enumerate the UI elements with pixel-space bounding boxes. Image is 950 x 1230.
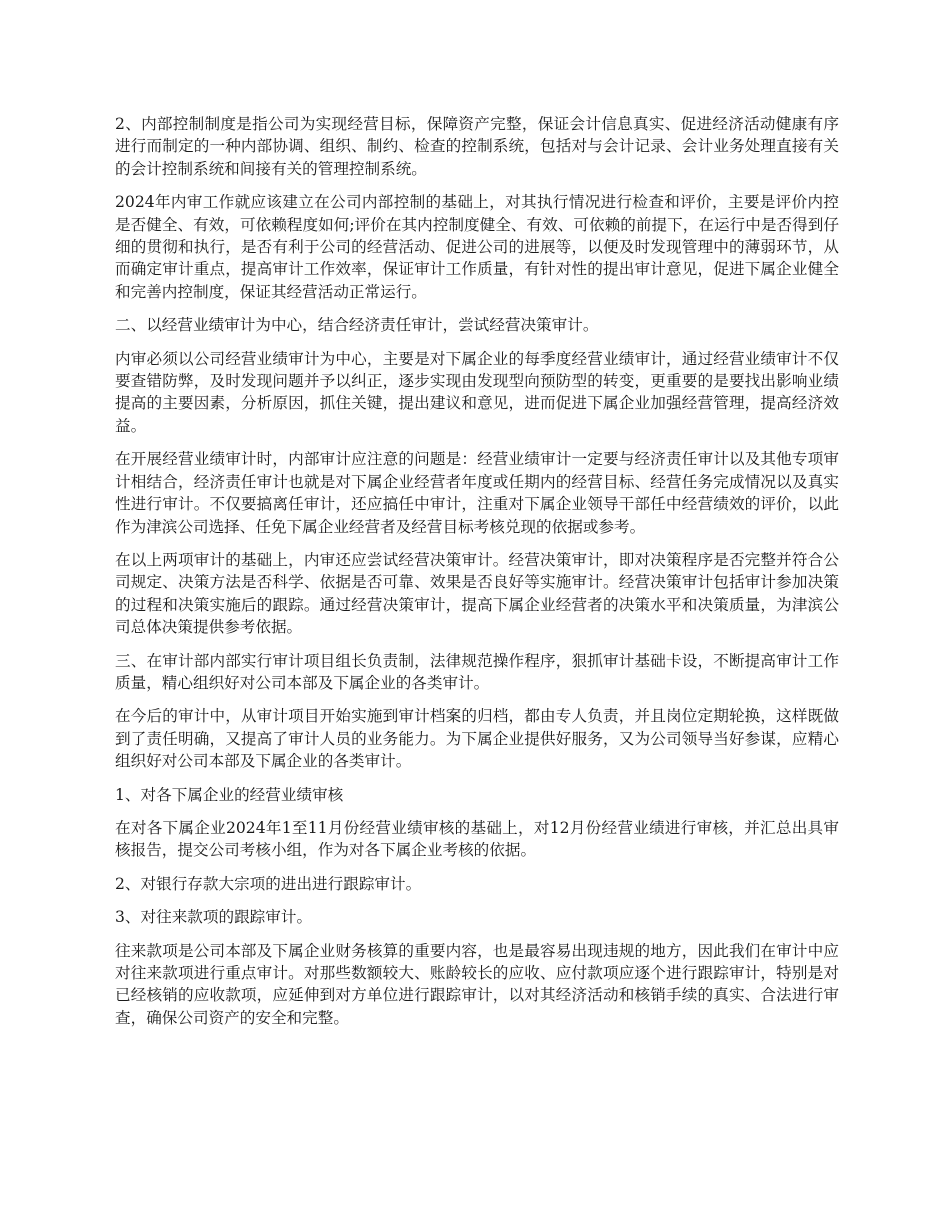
subsection-heading: 1、对各下属企业的经营业绩审核 bbox=[115, 785, 344, 804]
paragraph: 2、内部控制制度是指公司为实现经营目标，保障资产完整，保证会计信息真实、促进经济活动健康有序进行而制定的一种内部协调、组织、制约、检查的控制系统，包括对与会计记录、会计业务处理直接有关的会计控制系统和间接有关的管理控制系统。 bbox=[115, 115, 839, 178]
paragraph: 2024年内审工作就应该建立在公司内部控制的基础上，对其执行情况进行检查和评价，主要是评价内控是否健全、有效，可依赖程度如何;评价在其内控制度健全、有效、可依赖的前提下，在运行中是否得到仔细的贯彻和执行，是否有利于公司的经营活动、促进公司的进展等，以便及时发现管理中的薄弱环节，从而确定审计重点，提高审计工作效率，保证审计工作质量，有针对性的提出审计意见，促进下属企业健全和完善内控制度，保证其经营活动正常运行。 bbox=[115, 193, 839, 301]
subsection-heading: 2、对银行存款大宗项的进出进行跟踪审计。 bbox=[115, 874, 422, 893]
paragraph: 在以上两项审计的基础上，内审还应尝试经营决策审计。经营决策审计，即对决策程序是否完整并符合公司规定、决策方法是否科学、依据是否可靠、效果是否良好等实施审计。经营决策审计包括审计参加决策的过程和决策实施后的跟踪。通过经营决策审计，提高下属企业经营者的决策水平和决策质量，为津滨公司总体决策提供参考依据。 bbox=[115, 550, 839, 637]
paragraph: 往来款项是公司本部及下属企业财务核算的重要内容，也是最容易出现违规的地方，因此我们在审计中应对往来款项进行重点审计。对那些数额较大、账龄较长的应收、应付款项应逐个进行跟踪审计，特别是对已经核销的应收款项，应延伸到对方单位进行跟踪审计，以对其经济活动和核销手续的真实、合法进行审查，确保公司资产的安全和完整。 bbox=[115, 941, 839, 1027]
document-body bbox=[115, 113, 839, 1040]
paragraph: 在今后的审计中，从审计项目开始实施到审计档案的归档，都由专人负责，并且岗位定期轮换，这样既做到了责任明确，又提高了审计人员的业务能力。为下属企业提供好服务，又为公司领导当好参谋，应精心组织好对公司本部及下属企业的各类审计。 bbox=[115, 707, 839, 771]
section-heading: 二、以经营业绩审计为中心，结合经济责任审计，尝试经营决策审计。 bbox=[115, 316, 599, 335]
subsection-heading: 3、对往来款项的跟踪审计。 bbox=[115, 908, 313, 927]
paragraph: 内审必须以公司经营业绩审计为中心，主要是对下属企业的每季度经营业绩审计，通过经营业绩审计不仅要查错防弊，及时发现问题并予以纠正，逐步实现由发现型向预防型的转变，更重要的是要找出影响业绩提高的主要因素，分析原因，抓住关键，提出建议和意见，进而促进下属企业加强经营管理，提高经济效益。 bbox=[115, 349, 839, 435]
paragraph: 在对各下属企业2024年1至11月份经营业绩审核的基础上，对12月份经营业绩进行审核，并汇总出具审核报告，提交公司考核小组，作为对各下属企业考核的依据。 bbox=[115, 818, 839, 860]
paragraph: 在开展经营业绩审计时，内部审计应注意的问题是：经营业绩审计一定要与经济责任审计以及其他专项审计相结合，经济责任审计也就是对下属企业经营者年度或任期内的经营目标、经营任务完成情况以及真实性进行审计。不仅要搞离任审计，还应搞任中审计，注重对下属企业领导干部任中经营绩效的评价，以此作为津滨公司选择、任免下属企业经营者及经营目标考核兑现的依据或参考。 bbox=[115, 450, 839, 536]
section-heading: 三、在审计部内部实行审计项目组长负责制，法律规范操作程序，狠抓审计基础卡设，不断提高审计工作质量，精心组织好对公司本部及下属企业的各类审计。 bbox=[115, 651, 839, 692]
